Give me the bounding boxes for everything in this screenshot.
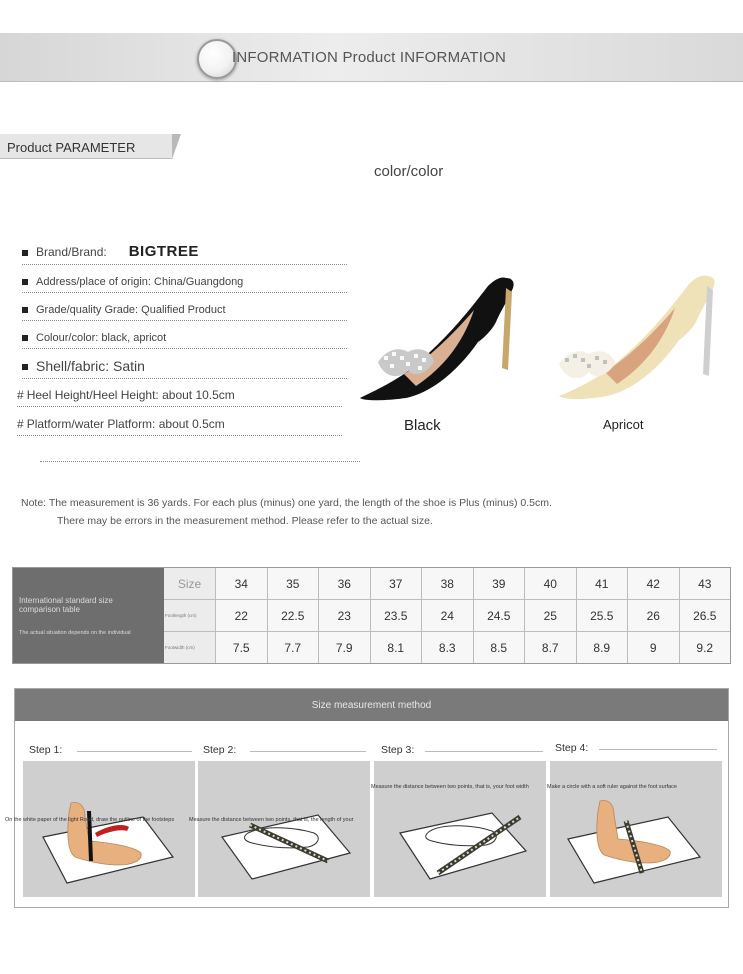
spec-fabric [22, 358, 347, 379]
apricot-shoe-label: Apricot [603, 417, 644, 432]
step-4-panel [550, 761, 722, 897]
spec-fabric-label: Shell/fabric: Satin [36, 358, 145, 374]
foot-length-cell: 23.5 [370, 600, 422, 631]
size-cell: 36 [318, 568, 370, 599]
size-comparison-table [12, 567, 731, 664]
size-cell: 41 [576, 568, 628, 599]
size-table-title: International standard size comparison table [19, 596, 113, 614]
spec-colour [22, 332, 347, 349]
size-cell: 39 [473, 568, 525, 599]
size-row-label: Size [164, 568, 215, 599]
spec-platform-label: Platform/water Platform: about 0.5cm [26, 417, 225, 431]
size-cell: 35 [267, 568, 319, 599]
size-cell: 34 [215, 568, 267, 599]
step-1-title: Step 1: [29, 744, 63, 756]
size-row [164, 568, 730, 600]
step-1-panel [23, 761, 195, 897]
step-3-title: Step 3: [381, 744, 415, 756]
foot-width-label: Footwidth (cm) [164, 632, 215, 663]
foot-length-cell: 26.5 [679, 600, 731, 631]
step-3-line [425, 751, 543, 752]
foot-width-cell: 8.9 [576, 632, 628, 663]
step-2-illustration [198, 761, 370, 897]
size-table-header-block [13, 568, 164, 663]
foot-length-cell: 26 [627, 600, 679, 631]
foot-width-cell: 9.2 [679, 632, 731, 663]
parameter-tab-label: Product PARAMETER [7, 140, 136, 155]
foot-length-cell: 24.5 [473, 600, 525, 631]
info-header-banner [0, 33, 743, 82]
circle-badge-icon [197, 39, 237, 79]
step-4-title: Step 4: [555, 742, 589, 754]
step-4-line [599, 749, 717, 750]
apricot-shoe-image [555, 270, 725, 405]
spec-brand-label: Brand/Brand: [36, 245, 107, 259]
step-1-line [77, 751, 192, 752]
header-title: INFORMATION Product INFORMATION [232, 49, 506, 66]
size-table-grid [164, 568, 730, 663]
spec-divider [40, 452, 360, 462]
color-section-title: color/color [374, 163, 444, 180]
hash-marker: # [17, 417, 24, 431]
spec-origin [22, 276, 347, 293]
spec-heel-label: Heel Height/Heel Height: about 10.5cm [26, 388, 235, 402]
spec-brand [22, 243, 347, 265]
foot-width-cell: 8.1 [370, 632, 422, 663]
foot-width-cell: 7.7 [267, 632, 319, 663]
bullet-icon [22, 364, 28, 370]
foot-width-row [164, 632, 730, 663]
note-line-1: Note: The measurement is 36 yards. For each plus (minus) one yard, the length of the shoe is Plus (minus) 0.5cm. [21, 497, 552, 509]
step-3-caption: Measure the distance between two points, that is, your foot width [371, 784, 529, 790]
foot-width-cell: 8.5 [473, 632, 525, 663]
parameter-tab [0, 134, 172, 159]
size-cell: 38 [421, 568, 473, 599]
measurement-title: Size measurement method [15, 689, 728, 721]
note-line-2: There may be errors in the measurement method. Please refer to the actual size. [57, 515, 433, 527]
size-cell: 43 [679, 568, 731, 599]
size-cell: 37 [370, 568, 422, 599]
size-table-subtitle: The actual situation depends on the individual [19, 630, 131, 636]
bullet-icon [22, 250, 28, 256]
foot-length-cell: 22.5 [267, 600, 319, 631]
foot-length-label: Footlength (cm) [164, 600, 215, 631]
black-shoe-label: Black [404, 417, 441, 434]
hash-marker: # [17, 388, 24, 402]
spec-origin-label: Address/place of origin: China/Guangdong [36, 276, 244, 288]
spec-grade [22, 304, 347, 321]
bullet-icon [22, 279, 28, 285]
bullet-icon [22, 307, 28, 313]
foot-width-cell: 7.5 [215, 632, 267, 663]
foot-length-row [164, 600, 730, 632]
size-cell: 40 [524, 568, 576, 599]
size-cell: 42 [627, 568, 679, 599]
foot-length-cell: 23 [318, 600, 370, 631]
foot-width-cell: 8.7 [524, 632, 576, 663]
step-4-caption: Make a circle with a soft ruler against the foot surface [547, 784, 677, 790]
step-4-illustration [550, 761, 722, 897]
bullet-icon [22, 335, 28, 341]
foot-width-cell: 7.9 [318, 632, 370, 663]
spec-brand-value: BIGTREE [128, 243, 199, 260]
step-1-illustration [23, 761, 195, 897]
black-shoe-image [356, 270, 521, 405]
step-2-line [250, 751, 366, 752]
step-3-panel [374, 761, 546, 897]
spec-grade-label: Grade/quality Grade: Qualified Product [36, 304, 226, 316]
step-2-title: Step 2: [203, 744, 237, 756]
step-2-caption: Measure the distance between two points, that is, the length of your [189, 817, 354, 823]
measurement-method-section [5, 688, 729, 908]
foot-length-cell: 25 [524, 600, 576, 631]
spec-colour-label: Colour/color: black, apricot [36, 332, 167, 344]
foot-length-cell: 24 [421, 600, 473, 631]
step-1-caption: On the white paper of the light Road, draw the outline of the footsteps [5, 817, 175, 823]
foot-length-cell: 22 [215, 600, 267, 631]
step-3-illustration [374, 761, 546, 897]
spec-platform [17, 417, 342, 436]
spec-heel-height [17, 388, 342, 407]
foot-length-cell: 25.5 [576, 600, 628, 631]
foot-width-cell: 9 [627, 632, 679, 663]
step-2-panel [198, 761, 370, 897]
foot-width-cell: 8.3 [421, 632, 473, 663]
